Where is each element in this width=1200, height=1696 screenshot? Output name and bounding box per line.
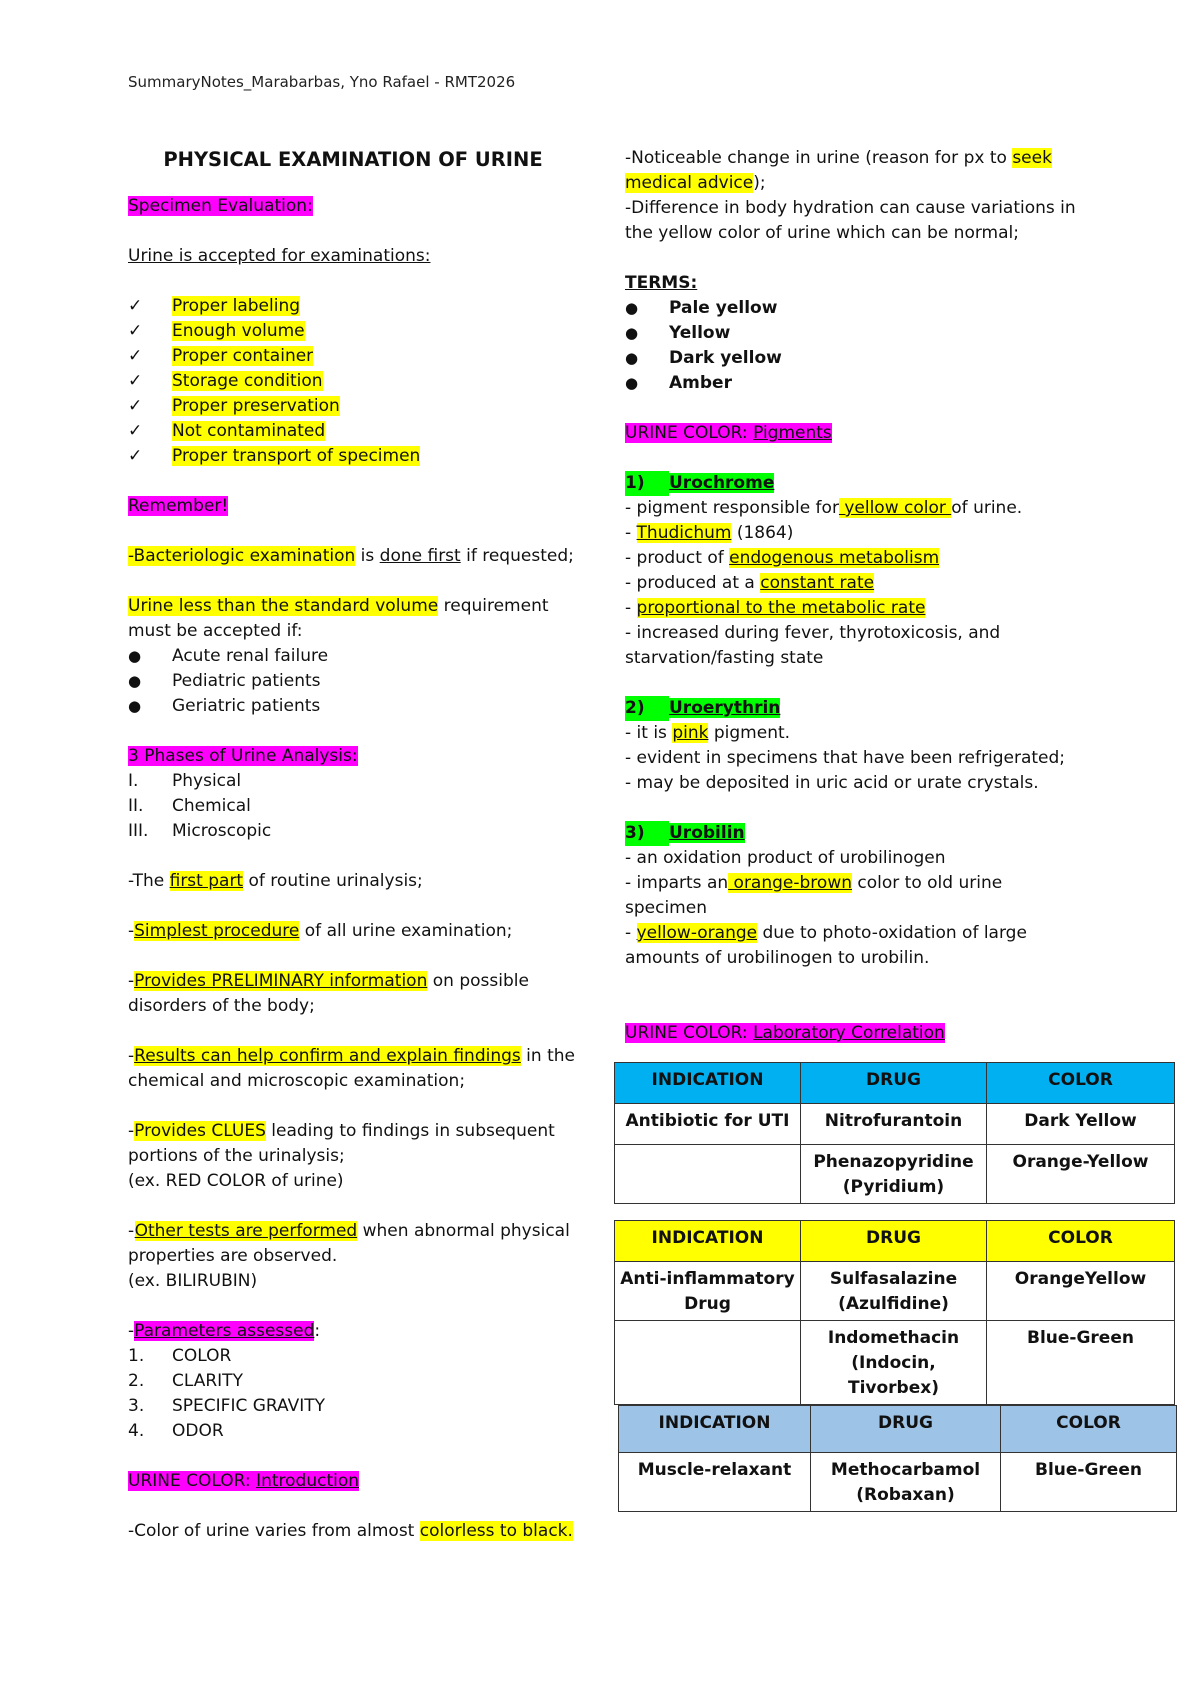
condition-item: ● Geriatric patients — [128, 694, 578, 719]
less-volume-line2: must be accepted if: — [128, 621, 303, 641]
other-line2: properties are observed. — [128, 1246, 338, 1266]
check-icon: ✓ — [128, 371, 143, 391]
term-item: ● Amber — [625, 371, 1170, 396]
change-line: -Noticeable change in urine (reason for px to seek — [625, 148, 1052, 168]
first-part-line: -The first part of routine urinalysis; — [128, 871, 423, 891]
uro-line: - Thudichum (1864) — [625, 523, 794, 543]
correlation-table-3 — [618, 1405, 1177, 1512]
header-drug: DRUG — [801, 1063, 987, 1104]
correlation-table-2 — [614, 1220, 1175, 1405]
check-item: ✓ Proper transport of specimen — [128, 444, 578, 469]
header-indication: INDICATION — [619, 1406, 811, 1453]
pigments-heading: URINE COLOR: Pigments — [625, 423, 832, 443]
phase-item: II. Chemical — [128, 796, 251, 816]
specimen-eval-heading: Specimen Evaluation: — [128, 196, 313, 216]
param-item: 1. COLOR — [128, 1346, 232, 1366]
bullet-icon: ● — [128, 697, 142, 715]
urob-line: - an oxidation product of urobilinogen — [625, 848, 946, 868]
table-row — [615, 1145, 1175, 1204]
phase-item: III. Microscopic — [128, 821, 272, 841]
bact-line: -Bacteriologic examination is done first if requested; — [128, 546, 574, 566]
urob-line: specimen — [625, 898, 707, 918]
bullet-icon: ● — [625, 324, 639, 342]
clues-line3: (ex. RED COLOR of urine) — [128, 1171, 344, 1191]
less-volume-line: Urine less than the standard volume requirement — [128, 596, 549, 616]
urob-line: - imparts an orange-brown color to old urine — [625, 873, 1003, 893]
cell-color: OrangeYellow — [987, 1262, 1175, 1321]
phases-heading: 3 Phases of Urine Analysis: — [128, 746, 358, 766]
remember-heading: Remember! — [128, 496, 229, 516]
change-line2: medical advice); — [625, 173, 766, 193]
uro-line: starvation/fasting state — [625, 648, 824, 668]
bullet-icon: ● — [625, 299, 639, 317]
cell-indication — [615, 1145, 801, 1204]
cell-color: Orange-Yellow — [987, 1145, 1175, 1204]
uroerythrin-heading: 2) Uroerythrin — [625, 696, 1170, 721]
uro-line: - pigment responsible for yellow color of urine. — [625, 498, 1023, 518]
other-line3: (ex. BILIRUBIN) — [128, 1271, 258, 1291]
cell-color: Dark Yellow — [987, 1104, 1175, 1145]
results-line2: chemical and microscopic examination; — [128, 1071, 466, 1091]
other-line: -Other tests are performed when abnormal physical — [128, 1221, 570, 1241]
cell-color: Blue-Green — [1001, 1453, 1177, 1512]
hydration-line: -Difference in body hydration can cause variations in — [625, 198, 1076, 218]
correlation-table-1 — [614, 1062, 1175, 1204]
prelim-line: -Provides PRELIMINARY information on possible — [128, 971, 529, 991]
term-item: ● Dark yellow — [625, 346, 1170, 371]
header-color: COLOR — [987, 1063, 1175, 1104]
uro-line: - produced at a constant rate — [625, 573, 875, 593]
urobilin-heading: 3) Urobilin — [625, 821, 1170, 846]
phase-item: I. Physical — [128, 771, 242, 791]
check-item: ✓ Not contaminated — [128, 419, 578, 444]
cell-indication: Antibiotic for UTI — [615, 1104, 801, 1145]
condition-item: ● Acute renal failure — [128, 644, 578, 669]
varies-line: -Color of urine varies from almost colorless to black. — [128, 1521, 573, 1541]
left-column — [128, 146, 578, 1544]
check-item: ✓ Proper preservation — [128, 394, 578, 419]
table-header-row — [619, 1406, 1177, 1453]
bullet-icon: ● — [128, 647, 142, 665]
check-item: ✓ Storage condition — [128, 369, 578, 394]
check-icon: ✓ — [128, 296, 143, 316]
param-item: 3. SPECIFIC GRAVITY — [128, 1396, 325, 1416]
param-item: 4. ODOR — [128, 1421, 224, 1441]
header-indication: INDICATION — [615, 1063, 801, 1104]
table-row — [615, 1321, 1175, 1405]
params-heading: -Parameters assessed: — [128, 1321, 321, 1341]
bullet-icon: ● — [625, 349, 639, 367]
header-color: COLOR — [1001, 1406, 1177, 1453]
page-title: PHYSICAL EXAMINATION OF URINE — [163, 148, 543, 171]
cell-indication: Anti-inflammatory Drug — [615, 1262, 801, 1321]
check-item: ✓ Proper labeling — [128, 294, 578, 319]
table-row — [619, 1453, 1177, 1512]
results-line: -Results can help confirm and explain findings in the — [128, 1046, 575, 1066]
check-icon: ✓ — [128, 396, 143, 416]
right-column — [625, 146, 1170, 1046]
cell-drug: Nitrofurantoin — [801, 1104, 987, 1145]
check-icon: ✓ — [128, 321, 143, 341]
uro-line: - proportional to the metabolic rate — [625, 598, 926, 618]
uroe-line: - it is pink pigment. — [625, 723, 791, 743]
cell-drug: Sulfasalazine (Azulfidine) — [801, 1262, 987, 1321]
header-drug: DRUG — [801, 1221, 987, 1262]
intro-heading: URINE COLOR: Introduction — [128, 1471, 360, 1491]
check-icon: ✓ — [128, 421, 143, 441]
clues-line: -Provides CLUES leading to findings in subsequent — [128, 1121, 555, 1141]
check-icon: ✓ — [128, 346, 143, 366]
urochrome-heading: 1) Urochrome — [625, 471, 1170, 496]
cell-drug: Methocarbamol (Robaxan) — [811, 1453, 1001, 1512]
hydration-line2: the yellow color of urine which can be normal; — [625, 223, 1019, 243]
terms-heading: TERMS: — [625, 273, 698, 293]
header-color: COLOR — [987, 1221, 1175, 1262]
check-icon: ✓ — [128, 446, 143, 466]
cell-indication: Muscle-relaxant — [619, 1453, 811, 1512]
cell-color: Blue-Green — [987, 1321, 1175, 1405]
uro-line: - product of endogenous metabolism — [625, 548, 940, 568]
table-header-row — [615, 1063, 1175, 1104]
uro-line: - increased during fever, thyrotoxicosis, and — [625, 623, 1001, 643]
urob-line: amounts of urobilinogen to urobilin. — [625, 948, 930, 968]
cell-drug: Phenazopyridine (Pyridium) — [801, 1145, 987, 1204]
condition-item: ● Pediatric patients — [128, 669, 578, 694]
urob-line: - yellow-orange due to photo-oxidation of large — [625, 923, 1027, 943]
term-item: ● Yellow — [625, 321, 1170, 346]
bullet-icon: ● — [625, 374, 639, 392]
uroe-line: - evident in specimens that have been refrigerated; — [625, 748, 1066, 768]
header-indication: INDICATION — [615, 1221, 801, 1262]
cell-indication — [615, 1321, 801, 1405]
cell-drug: Indomethacin (Indocin, Tivorbex) — [801, 1321, 987, 1405]
check-item: ✓ Enough volume — [128, 319, 578, 344]
table-row — [615, 1262, 1175, 1321]
page-header: SummaryNotes_Marabarbas, Yno Rafael - RMT2026 — [128, 73, 516, 91]
header-drug: DRUG — [811, 1406, 1001, 1453]
bullet-icon: ● — [128, 672, 142, 690]
table-header-row — [615, 1221, 1175, 1262]
check-item: ✓ Proper container — [128, 344, 578, 369]
prelim-line2: disorders of the body; — [128, 996, 315, 1016]
param-item: 2. CLARITY — [128, 1371, 243, 1391]
uroe-line: - may be deposited in uric acid or urate crystals. — [625, 773, 1039, 793]
simplest-line: -Simplest procedure of all urine examination; — [128, 921, 513, 941]
clues-line2: portions of the urinalysis; — [128, 1146, 345, 1166]
table-row — [615, 1104, 1175, 1145]
lab-heading: URINE COLOR: Laboratory Correlation — [625, 1023, 945, 1043]
term-item: ● Pale yellow — [625, 296, 1170, 321]
accepted-heading: Urine is accepted for examinations: — [128, 246, 431, 266]
